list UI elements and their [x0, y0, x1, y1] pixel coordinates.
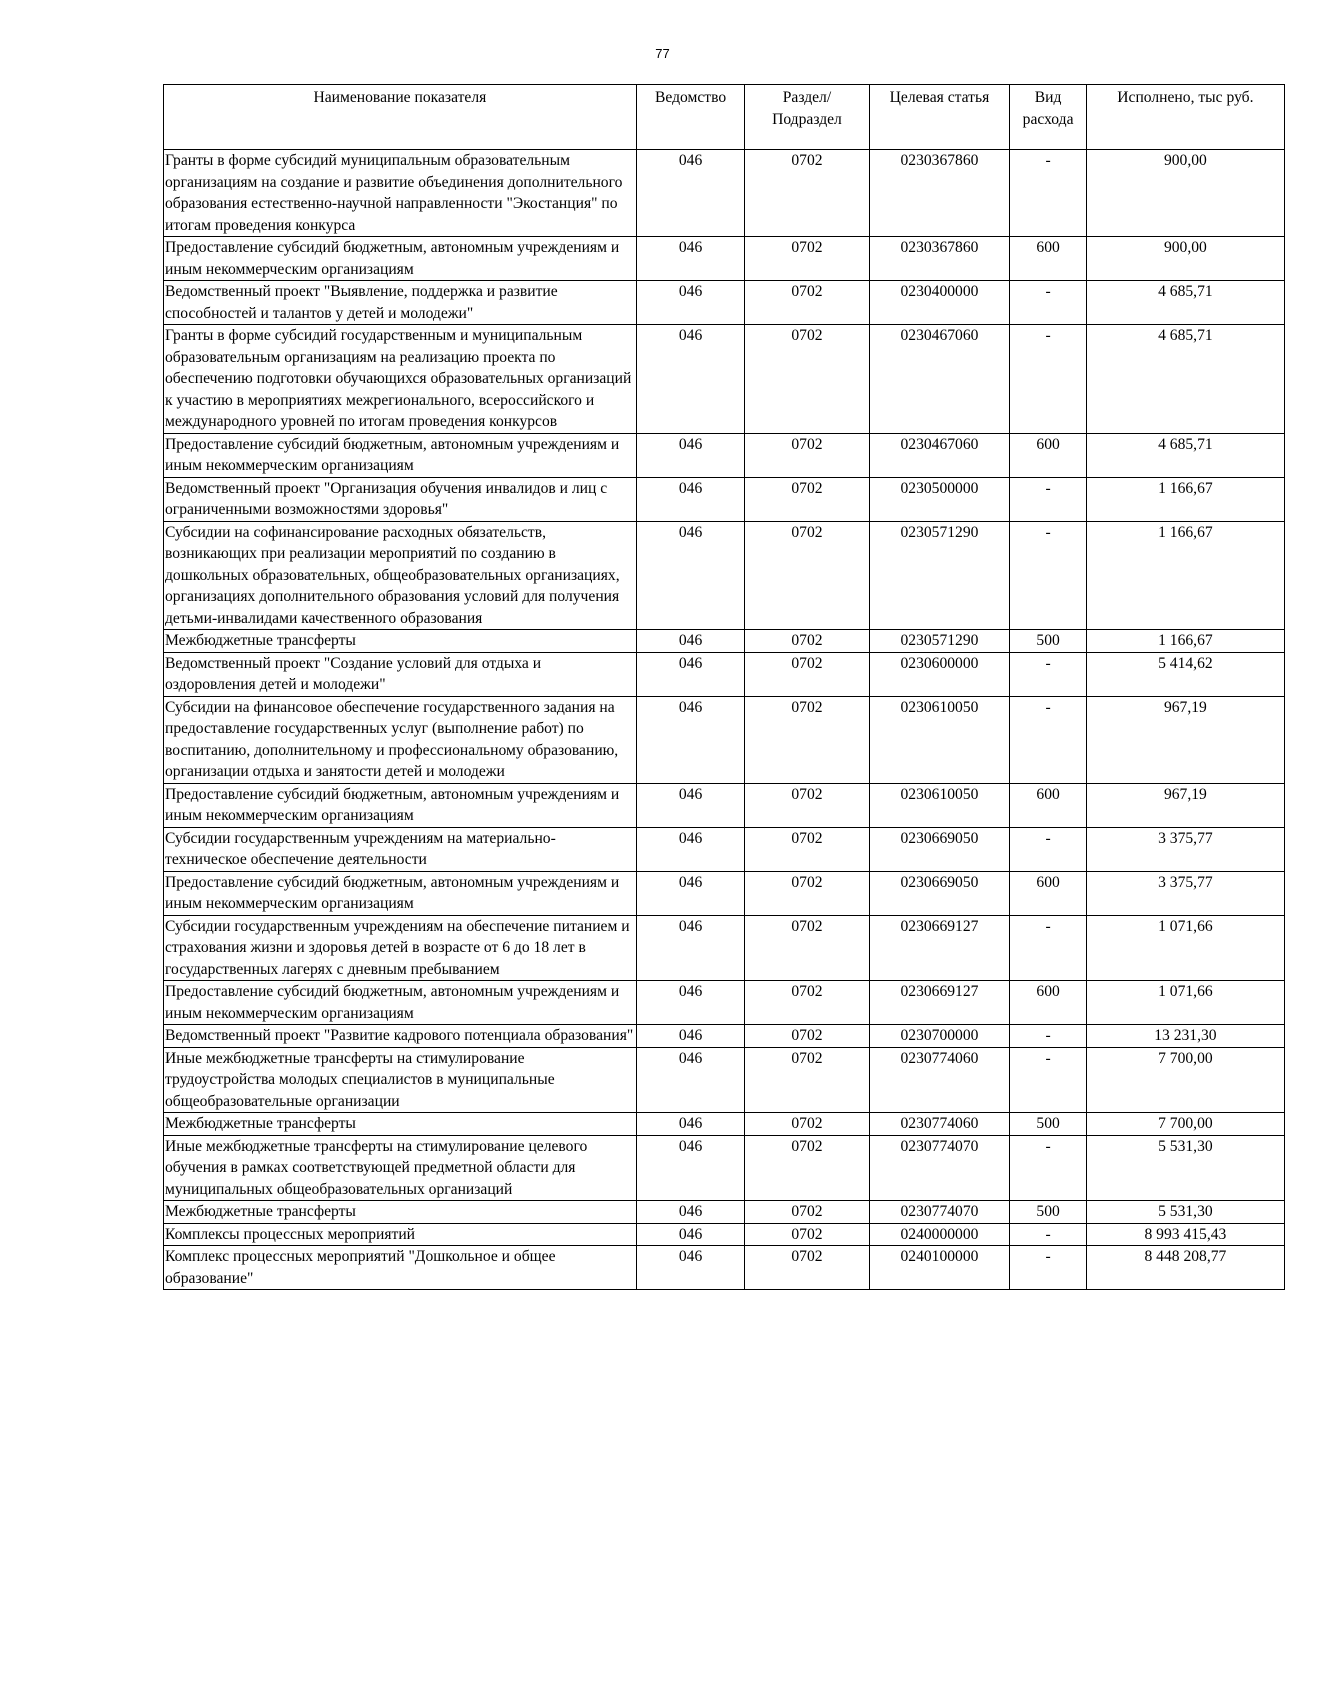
table-row: [164, 652, 1285, 696]
cell-type: -: [1010, 325, 1086, 434]
cell-section: 0702: [745, 521, 869, 630]
cell-dept: 046: [636, 433, 745, 477]
table-row: [164, 1246, 1285, 1290]
cell-section: 0702: [745, 871, 869, 915]
cell-dept: 046: [636, 1047, 745, 1113]
cell-type: -: [1010, 281, 1086, 325]
cell-amount: 8 993 415,43: [1086, 1223, 1284, 1246]
cell-type: -: [1010, 150, 1086, 237]
cell-section: 0702: [745, 696, 869, 783]
table-row: [164, 325, 1285, 434]
cell-type: -: [1010, 1135, 1086, 1201]
cell-amount: 4 685,71: [1086, 281, 1284, 325]
cell-amount: 3 375,77: [1086, 827, 1284, 871]
cell-type: 600: [1010, 433, 1086, 477]
table-row: [164, 981, 1285, 1025]
cell-section: 0702: [745, 1025, 869, 1048]
cell-type: 600: [1010, 783, 1086, 827]
table-row: [164, 237, 1285, 281]
cell-dept: 046: [636, 871, 745, 915]
cell-amount: 7 700,00: [1086, 1047, 1284, 1113]
cell-amount: 4 685,71: [1086, 433, 1284, 477]
table-row: [164, 1223, 1285, 1246]
cell-target: 0230500000: [869, 477, 1010, 521]
cell-dept: 046: [636, 1201, 745, 1224]
cell-amount: 967,19: [1086, 783, 1284, 827]
cell-section: 0702: [745, 237, 869, 281]
cell-name: Предоставление субсидий бюджетным, автономным учреждениям и иным некоммерческим организациям: [164, 783, 637, 827]
cell-type: -: [1010, 1223, 1086, 1246]
table-row: [164, 1201, 1285, 1224]
cell-section: 0702: [745, 652, 869, 696]
cell-dept: 046: [636, 981, 745, 1025]
cell-section: 0702: [745, 1246, 869, 1290]
cell-amount: 900,00: [1086, 237, 1284, 281]
cell-amount: 1 166,67: [1086, 630, 1284, 653]
cell-target: 0230669127: [869, 981, 1010, 1025]
cell-target: 0230571290: [869, 521, 1010, 630]
header-target: Целевая статья: [869, 85, 1010, 150]
table-row: [164, 1047, 1285, 1113]
cell-dept: 046: [636, 150, 745, 237]
cell-name: Субсидии на софинансирование расходных обязательств, возникающих при реализации мероприятий по созданию в дошкольных образовательных, общеобразовательных организациях, организациях дополнительного образования условий для получения детьми-инвалидами качественного образования: [164, 521, 637, 630]
header-dept: Ведомство: [636, 85, 745, 150]
cell-target: 0240100000: [869, 1246, 1010, 1290]
cell-target: 0230774060: [869, 1113, 1010, 1136]
cell-type: -: [1010, 477, 1086, 521]
cell-dept: 046: [636, 827, 745, 871]
cell-dept: 046: [636, 477, 745, 521]
cell-type: -: [1010, 1246, 1086, 1290]
cell-section: 0702: [745, 281, 869, 325]
cell-type: 600: [1010, 981, 1086, 1025]
cell-name: Субсидии на финансовое обеспечение государственного задания на предоставление государственных услуг (выполнение работ) по воспитанию, дополнительному и профессиональному образованию, организации отдыха и занятости детей и молодежи: [164, 696, 637, 783]
cell-target: 0230774070: [869, 1201, 1010, 1224]
cell-amount: 13 231,30: [1086, 1025, 1284, 1048]
cell-dept: 046: [636, 630, 745, 653]
cell-target: 0230669050: [869, 871, 1010, 915]
cell-dept: 046: [636, 1223, 745, 1246]
cell-section: 0702: [745, 477, 869, 521]
cell-amount: 8 448 208,77: [1086, 1246, 1284, 1290]
cell-name: Межбюджетные трансферты: [164, 1113, 637, 1136]
cell-type: -: [1010, 915, 1086, 981]
cell-name: Предоставление субсидий бюджетным, автономным учреждениям и иным некоммерческим организациям: [164, 981, 637, 1025]
cell-name: Ведомственный проект "Развитие кадрового потенциала образования": [164, 1025, 637, 1048]
cell-target: 0230669127: [869, 915, 1010, 981]
cell-name: Иные межбюджетные трансферты на стимулирование целевого обучения в рамках соответствующей предметной области для муниципальных общеобразовательных организаций: [164, 1135, 637, 1201]
header-name: Наименование показателя: [164, 85, 637, 150]
cell-target: 0230774060: [869, 1047, 1010, 1113]
cell-amount: 5 531,30: [1086, 1201, 1284, 1224]
cell-target: 0230610050: [869, 696, 1010, 783]
cell-name: Ведомственный проект "Создание условий для отдыха и оздоровления детей и молодежи": [164, 652, 637, 696]
page-number: 77: [655, 46, 670, 61]
cell-dept: 046: [636, 652, 745, 696]
cell-amount: 3 375,77: [1086, 871, 1284, 915]
cell-dept: 046: [636, 1135, 745, 1201]
cell-name: Ведомственный проект "Организация обучения инвалидов и лиц с ограниченными возможностями здоровья": [164, 477, 637, 521]
cell-section: 0702: [745, 783, 869, 827]
cell-type: -: [1010, 827, 1086, 871]
cell-target: 0230467060: [869, 325, 1010, 434]
table-row: [164, 871, 1285, 915]
cell-type: -: [1010, 521, 1086, 630]
cell-section: 0702: [745, 325, 869, 434]
cell-name: Межбюджетные трансферты: [164, 630, 637, 653]
cell-name: Ведомственный проект "Выявление, поддержка и развитие способностей и талантов у детей и молодежи": [164, 281, 637, 325]
cell-type: 500: [1010, 1113, 1086, 1136]
table-row: [164, 783, 1285, 827]
cell-name: Субсидии государственным учреждениям на обеспечение питанием и страхования жизни и здоровья детей в возрасте от 6 до 18 лет в государственных лагерях с дневным пребыванием: [164, 915, 637, 981]
cell-section: 0702: [745, 827, 869, 871]
header-amount: Исполнено, тыс руб.: [1086, 85, 1284, 150]
table-row: [164, 281, 1285, 325]
cell-dept: 046: [636, 783, 745, 827]
cell-target: 0230700000: [869, 1025, 1010, 1048]
cell-dept: 046: [636, 281, 745, 325]
cell-name: Гранты в форме субсидий муниципальным образовательным организациям на создание и развитие объединения дополнительного образования естественно-научной направленности "Экостанция" по итогам проведения конкурса: [164, 150, 637, 237]
cell-name: Предоставление субсидий бюджетным, автономным учреждениям и иным некоммерческим организациям: [164, 237, 637, 281]
cell-target: 0240000000: [869, 1223, 1010, 1246]
cell-name: Комплекс процессных мероприятий "Дошкольное и общее образование": [164, 1246, 637, 1290]
cell-type: -: [1010, 1047, 1086, 1113]
cell-type: 600: [1010, 237, 1086, 281]
table-row: [164, 433, 1285, 477]
cell-target: 0230400000: [869, 281, 1010, 325]
table-row: [164, 477, 1285, 521]
cell-dept: 046: [636, 521, 745, 630]
table-row: [164, 630, 1285, 653]
cell-target: 0230774070: [869, 1135, 1010, 1201]
cell-name: Межбюджетные трансферты: [164, 1201, 637, 1224]
cell-dept: 046: [636, 1025, 745, 1048]
cell-amount: 1 071,66: [1086, 915, 1284, 981]
cell-section: 0702: [745, 1047, 869, 1113]
cell-amount: 4 685,71: [1086, 325, 1284, 434]
cell-name: Иные межбюджетные трансферты на стимулирование трудоустройства молодых специалистов в муниципальные общеобразовательные организации: [164, 1047, 637, 1113]
table-row: [164, 1135, 1285, 1201]
cell-target: 0230367860: [869, 150, 1010, 237]
table-row: [164, 521, 1285, 630]
cell-section: 0702: [745, 915, 869, 981]
cell-amount: 5 531,30: [1086, 1135, 1284, 1201]
cell-target: 0230467060: [869, 433, 1010, 477]
cell-type: 500: [1010, 630, 1086, 653]
cell-target: 0230669050: [869, 827, 1010, 871]
cell-type: -: [1010, 652, 1086, 696]
cell-type: -: [1010, 1025, 1086, 1048]
cell-amount: 1 071,66: [1086, 981, 1284, 1025]
cell-amount: 967,19: [1086, 696, 1284, 783]
cell-target: 0230600000: [869, 652, 1010, 696]
cell-section: 0702: [745, 630, 869, 653]
cell-type: -: [1010, 696, 1086, 783]
table-row: [164, 827, 1285, 871]
cell-type: 600: [1010, 871, 1086, 915]
cell-type: 500: [1010, 1201, 1086, 1224]
cell-amount: 1 166,67: [1086, 521, 1284, 630]
cell-amount: 7 700,00: [1086, 1113, 1284, 1136]
cell-section: 0702: [745, 433, 869, 477]
cell-section: 0702: [745, 981, 869, 1025]
cell-target: 0230571290: [869, 630, 1010, 653]
cell-section: 0702: [745, 1201, 869, 1224]
cell-section: 0702: [745, 1113, 869, 1136]
cell-dept: 046: [636, 1113, 745, 1136]
cell-name: Комплексы процессных мероприятий: [164, 1223, 637, 1246]
table-row: [164, 1025, 1285, 1048]
cell-dept: 046: [636, 915, 745, 981]
cell-name: Предоставление субсидий бюджетным, автономным учреждениям и иным некоммерческим организациям: [164, 433, 637, 477]
table-row: [164, 915, 1285, 981]
cell-section: 0702: [745, 1223, 869, 1246]
cell-dept: 046: [636, 237, 745, 281]
cell-amount: 1 166,67: [1086, 477, 1284, 521]
cell-target: 0230367860: [869, 237, 1010, 281]
cell-dept: 046: [636, 325, 745, 434]
table-row: [164, 696, 1285, 783]
cell-name: Предоставление субсидий бюджетным, автономным учреждениям и иным некоммерческим организациям: [164, 871, 637, 915]
table-header-row: [164, 85, 1285, 150]
cell-dept: 046: [636, 1246, 745, 1290]
cell-amount: 5 414,62: [1086, 652, 1284, 696]
cell-amount: 900,00: [1086, 150, 1284, 237]
cell-target: 0230610050: [869, 783, 1010, 827]
cell-section: 0702: [745, 150, 869, 237]
table-row: [164, 150, 1285, 237]
header-type: Вид расхода: [1010, 85, 1086, 150]
budget-table: [163, 84, 1285, 1290]
table-row: [164, 1113, 1285, 1136]
header-section: Раздел/ Подраздел: [745, 85, 869, 150]
cell-name: Гранты в форме субсидий государственным и муниципальным образовательным организациям на реализацию проекта по обеспечению подготовки обучающихся образовательных организаций к участию в мероприятиях межрегионального, всероссийского и международного уровней по итогам проведения конкурсов: [164, 325, 637, 434]
cell-name: Субсидии государственным учреждениям на материально-техническое обеспечение деятельности: [164, 827, 637, 871]
cell-section: 0702: [745, 1135, 869, 1201]
cell-dept: 046: [636, 696, 745, 783]
